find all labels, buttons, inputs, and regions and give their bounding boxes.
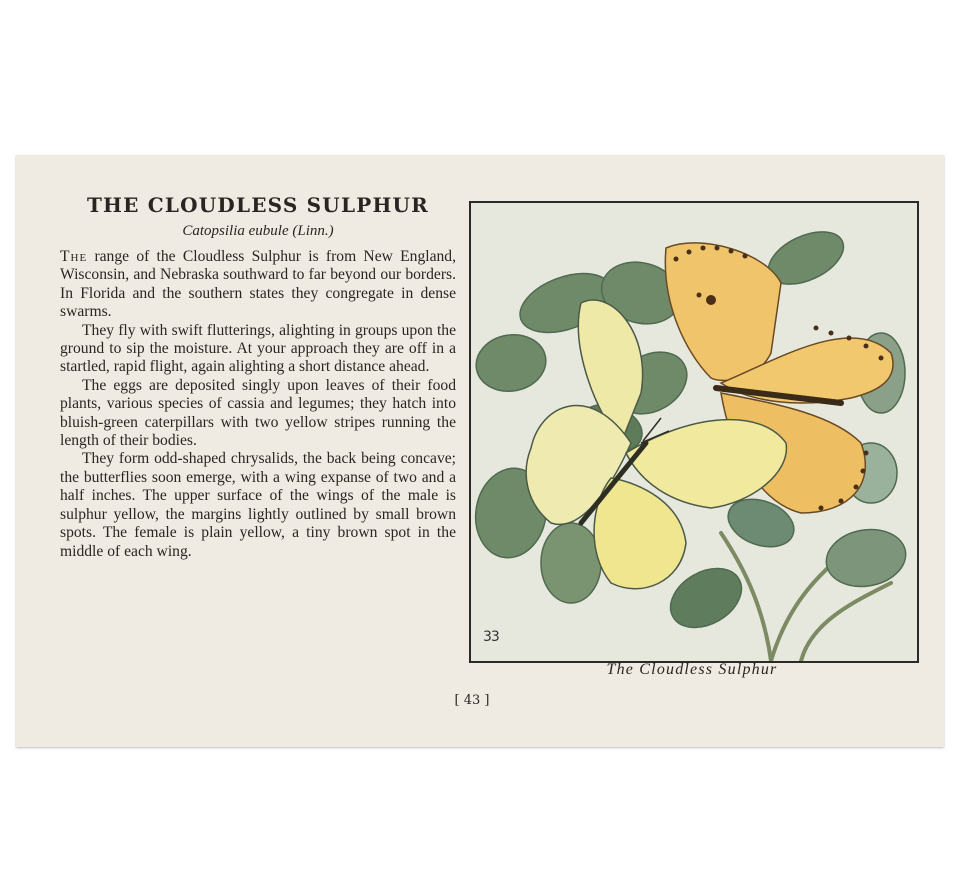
illustration-plate xyxy=(469,201,919,663)
paragraph-flight: They fly with swift flutterings, alighting in groups upon the ground to sip the moisture. At your approach they are off in a startled, rapid flight, again alighting a short distance ahead. xyxy=(60,321,456,376)
plate-number: 33 xyxy=(483,629,499,645)
lead-word: The xyxy=(60,248,88,265)
paragraph-range-text: range of the Cloudless Sulphur is from New England, Wisconsin, and Nebraska southward to far beyond our borders. In Florida and the southern states they congregate in dense swarms. xyxy=(60,248,456,321)
plate-caption: The Cloudless Sulphur xyxy=(606,661,778,678)
page-number: [ 43 ] xyxy=(454,693,490,708)
scientific-name: Catopsilia eubule (Linn.) xyxy=(182,223,334,239)
article-title: THE CLOUDLESS SULPHUR xyxy=(86,193,430,217)
book-page xyxy=(16,155,944,747)
paragraph-chrysalids: They form odd-shaped chrysalids, the back being concave; the butterflies soon emerge, with a wing expanse of two and a half inches. The upper surface of the wings of the male is sulphur yellow, the margins lightly outlined by small brown spots. The female is plain yellow, a tiny brown spot in the middle of each wing. xyxy=(60,450,456,560)
paragraph-range xyxy=(60,248,456,322)
paragraph-eggs: The eggs are deposited singly upon leaves of their food plants, various species of cassia and legumes; they hatch into bluish-green caterpillars with two yellow stripes running the length of their bodies. xyxy=(60,376,456,450)
article-text xyxy=(60,193,456,561)
butterfly-illustration xyxy=(471,203,917,661)
